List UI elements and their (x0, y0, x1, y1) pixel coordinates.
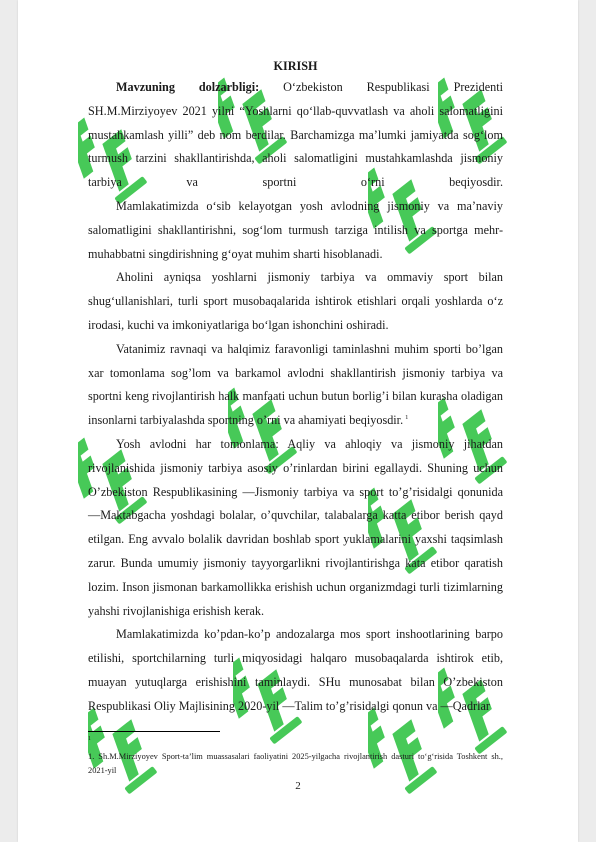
body-text (88, 56, 503, 719)
relevance-lead: Mavzuning dolzarbligi: (116, 80, 260, 94)
paragraph: Mamlakatimizda o‘sib kelayotgan yosh avlodning jismoniy va ma’naviy salomatligini shakllantirishni, sog‘lom turmush tarziga intilish va sportga mehr-muhabbatni singdirishning g‘oyat muhim sharti hisoblanadi. (88, 198, 503, 261)
page-number: 2 (295, 780, 301, 792)
paragraph-text: Vatanimiz ravnaqi va halqimiz faravonligi taminlashni muhim sporti bo’lgan xar tomonlama sog’lom va barkamol avlodni shakllantirish jismoniy tarbiya va sportni keng rivojlantirish halk manfaati uchun butun borlig’i bilan kurasha oladigan insonlarni tarbiyalashda sportning o’rni va ahamiyati beqiyosdir. (88, 341, 503, 428)
paragraph: Mamlakatimizda ko’pdan-ko’p andozalarga mos sport inshootlarining barpo etilishi, sportchilarning turli miqyosidagi halqaro musobaqalarda ishtirok etib, muayan yutuqlarga erishishini taminlaydi. SHu munosabat bilan O’zbekiston Respublikasi Oliy Majlisining 2020-yil —Talim to’g’risidalgi qonun va —Qadrlar (88, 627, 503, 713)
relevance-text: O‘zbekiston Respublikasi Prezidenti SH.M.Mirziyoyev 2021 yilni “Yoshlarni qo‘llab-quvvatlash va aholi salomatligini mustahkamlash yilli” deb nom berdilar. Barchamizga ma’lumki jamiyatda sog‘lom turmush tarzini shakllantirishda, aholi salomatligini mustahkamlashda jismoniy tarbiya va sportni o‘rni beqiyosdir. (88, 80, 503, 190)
paragraph: Aholini ayniqsa yoshlarni jismoniy tarbiya va ommaviy sport bilan shug‘ullanishlari, turli sport musobaqalarida ishtirok etishlari orqali yoshlarda o‘z irodasi, kuchi va imkoniyatlariga bo‘lgan ishonchini oshiradi. (88, 270, 503, 332)
section-heading: KIRISH (273, 59, 318, 73)
paragraph (88, 338, 503, 433)
paragraph-relevance (88, 76, 503, 195)
footnote-text: 1. Sh.M.Mirziyoyev Sport-ta’lim muassasalari faoliyatini 2025-yilgacha rivojlantirish dasturi to‘g‘risida Toshkent sh., 2021-yil (88, 751, 503, 775)
footnote-reference[interactable]: 1 (405, 414, 409, 422)
document-page (18, 0, 578, 842)
footnote (88, 735, 503, 779)
paragraph: Yosh avlodni har tomonlama: Aqliy va ahloqiy va jismoniy jihatdan rivojlanishida jismoniy tarbiya asosiy o’rinlardan birini egallaydi. Shuning uchun O’zbekiston Respublikasining —Jismoniy tarbiya va sport to’g’risidalgi qonunida —Maktabgacha yoshdagi bolalar, o’quvchilar, talabalarga katta etibor berish qayd etilgan. Eng avvalo bolalik davridan boshlab sport yuklamalarini yaxshi taqsimlash zarur. Bunda umumiy jismoniy tayyorgarlikni rivojlantirishga kata etibor qaratish lozim. Inson jismonan barkamollikka erishish uchun organizmdagi turli tizimlarning yahshi rivojlanishiga erishish kerak. (88, 436, 503, 618)
footnote-divider (88, 731, 220, 732)
footnote-mark: 1 (88, 736, 91, 743)
